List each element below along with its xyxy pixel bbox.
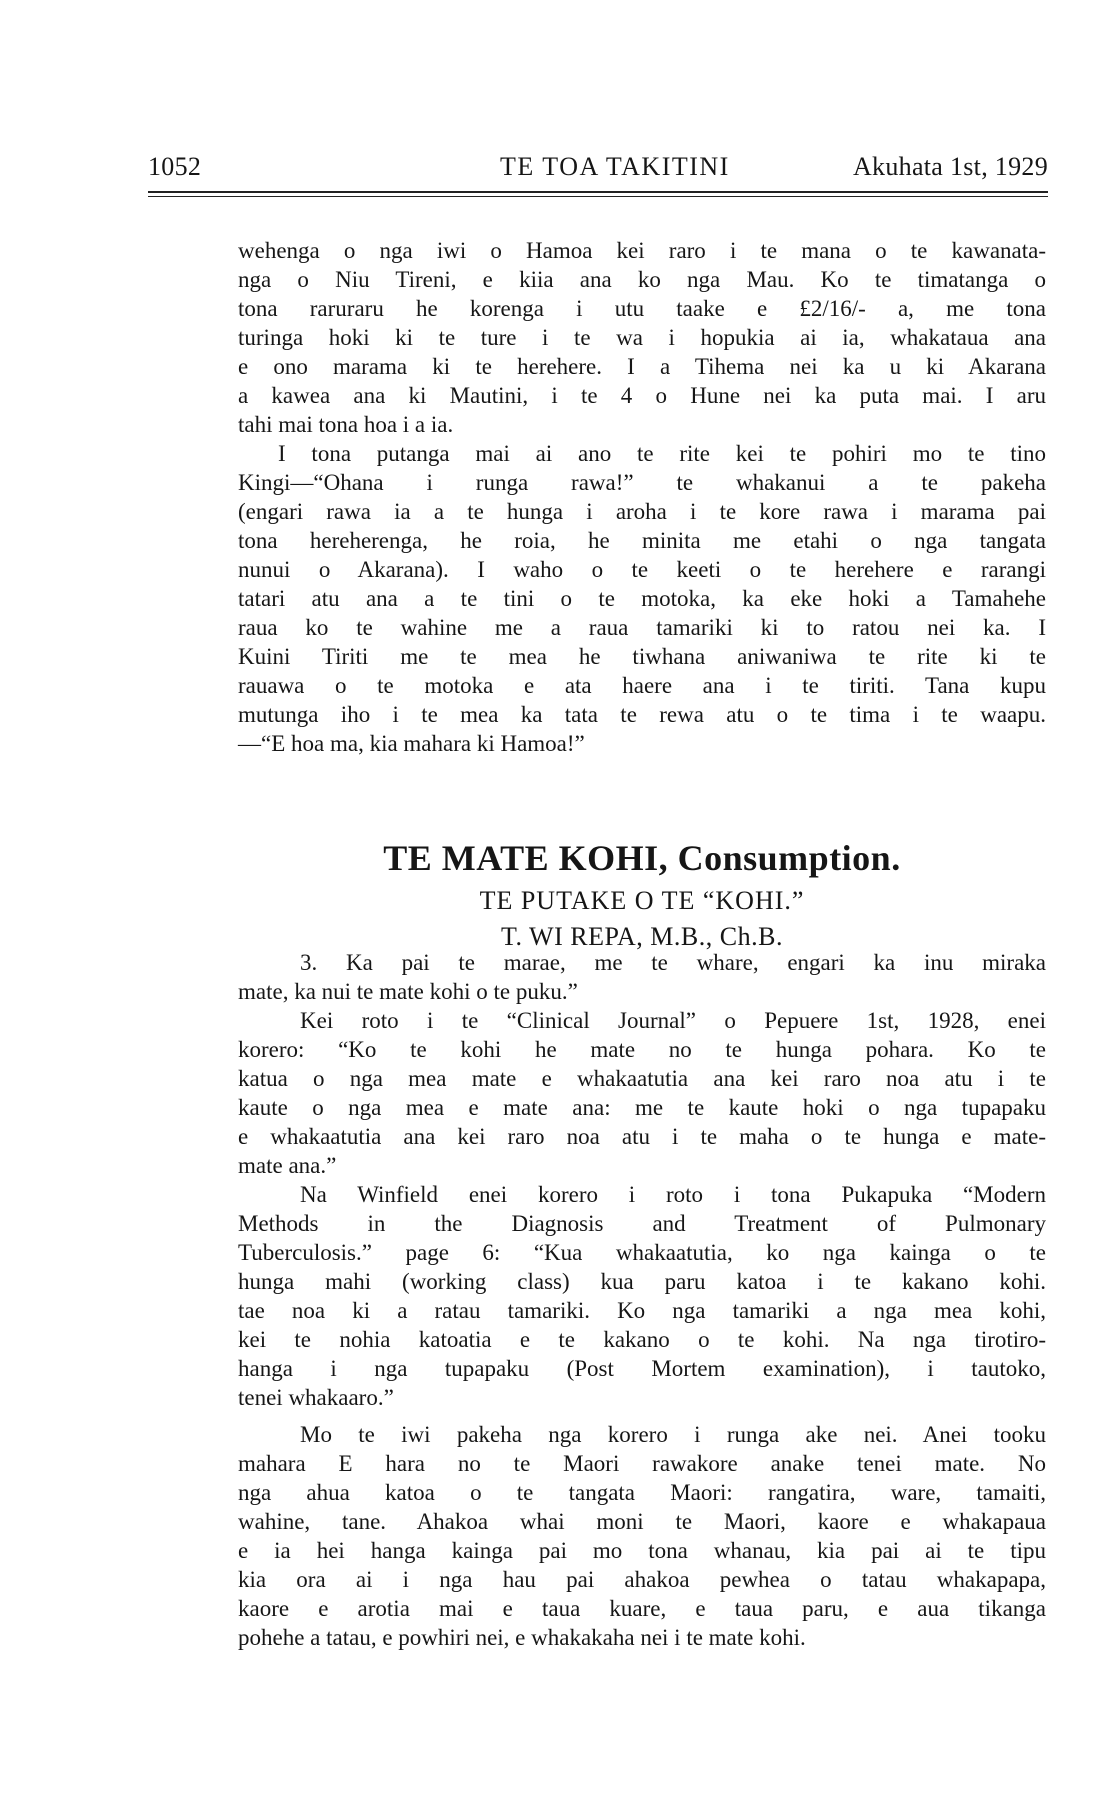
paragraph-clinical-journal xyxy=(238,1006,1046,1180)
text-line: nunui o Akarana). I waho o te keeti o te herehere e rarangi xyxy=(238,557,1046,582)
text-line: (engari rawa ia a te hunga i aroha i te kore rawa i marama pai xyxy=(238,499,1046,524)
text-line: kaore e arotia mai e taua kuare, e taua paru, e aua tikanga xyxy=(238,1596,1046,1621)
text-line: turinga hoki ki te ture i te wa i hopukia ai ia, whakataua ana xyxy=(238,325,1046,350)
text-line: hanga i nga tupapaku (Post Mortem examination), i tautoko, xyxy=(238,1356,1046,1381)
header-rule xyxy=(148,191,1048,193)
text-line: tatari atu ana a te tini o te motoka, ka eke hoki a Tamahehe xyxy=(238,586,1046,611)
text-line: e whakaatutia ana kei raro noa atu i te maha o te hunga e mate- xyxy=(238,1124,1046,1149)
article-title: TE MATE KOHI, Consumption. xyxy=(383,838,901,878)
header-rule-thin xyxy=(148,196,1048,197)
continued-article xyxy=(238,236,1046,758)
paragraph-maori xyxy=(238,1420,1046,1652)
paragraph-gap xyxy=(238,1412,1046,1420)
paragraph-3 xyxy=(238,948,1046,1006)
text-line: nga ahua katoa o te tangata Maori: rangatira, ware, tamaiti, xyxy=(238,1480,1046,1505)
page-number: 1052 xyxy=(148,152,202,181)
article-author: T. WI REPA, M.B., Ch.B. xyxy=(501,922,783,951)
text-line: wahine, tane. Ahakoa whai moni te Maori, kaore e whakapaua xyxy=(238,1509,1046,1534)
issue-date: Akuhata 1st, 1929 xyxy=(852,152,1048,181)
text-line: Kei roto i te “Clinical Journal” o Pepuere 1st, 1928, enei xyxy=(300,1008,1046,1033)
text-line: korero: “Ko te kohi he mate no te hunga pohara. Ko te xyxy=(238,1037,1046,1062)
text-line: —“E hoa ma, kia mahara ki Hamoa!” xyxy=(238,731,585,756)
text-line: tona raruraru he korenga i utu taake e £2/16/- a, me tona xyxy=(238,296,1046,321)
article-body xyxy=(238,948,1046,1652)
text-line: kia ora ai i nga hau pai ahakoa pewhea o tatau whakapapa, xyxy=(238,1567,1046,1592)
paragraph-hamoa-1 xyxy=(238,236,1046,439)
text-line: tenei whakaaro.” xyxy=(238,1385,394,1410)
text-line: tae noa ki a ratau tamariki. Ko nga tamariki a nga mea kohi, xyxy=(238,1298,1046,1323)
text-line: e ia hei hanga kainga pai mo tona whanau, kia pai ai te tipu xyxy=(238,1538,1046,1563)
text-line: I tona putanga mai ai ano te rite kei te pohiri mo te tino xyxy=(278,441,1046,466)
text-line: nga o Niu Tireni, e kiia ana ko nga Mau. Ko te timatanga o xyxy=(238,267,1046,292)
text-line: wehenga o nga iwi o Hamoa kei raro i te mana o te kawanata- xyxy=(238,238,1046,263)
text-line: tahi mai tona hoa i a ia. xyxy=(238,412,454,437)
article-subtitle: TE PUTAKE O TE “KOHI.” xyxy=(479,886,805,915)
text-line: a kawea ana ki Mautini, i te 4 o Hune nei ka puta mai. I aru xyxy=(238,383,1046,408)
text-line: mate, ka nui te mate kohi o te puku.” xyxy=(238,979,578,1004)
text-line: Kuini Tiriti me te mea he tiwhana aniwaniwa te rite ki te xyxy=(238,644,1046,669)
paragraph-hamoa-2 xyxy=(238,439,1046,758)
text-line: hunga mahi (working class) kua paru katoa i te kakano kohi. xyxy=(238,1269,1046,1294)
text-line: mutunga iho i te mea ka tata te rewa atu o te tima i te waapu. xyxy=(238,702,1046,727)
text-line: raua ko te wahine me a raua tamariki ki to ratou nei ka. I xyxy=(238,615,1046,640)
text-line: Methods in the Diagnosis and Treatment of Pulmonary xyxy=(238,1211,1046,1236)
text-line: kaute o nga mea e mate ana: me te kaute hoki o nga tupapaku xyxy=(238,1095,1046,1120)
text-line: Tuberculosis.” page 6: “Kua whakaatutia, ko nga kainga o te xyxy=(238,1240,1046,1265)
paragraph-winfield xyxy=(238,1180,1046,1412)
text-line: mahara E hara no te Maori rawakore anake tenei mate. No xyxy=(238,1451,1046,1476)
text-line: rauawa o te motoka e ata haere ana i te tiriti. Tana kupu xyxy=(238,673,1046,698)
text-line: pohehe a tatau, e powhiri nei, e whakakaha nei i te mate kohi. xyxy=(238,1625,806,1650)
text-line: kei te nohia katoatia e te kakano o te kohi. Na nga tirotiro- xyxy=(238,1327,1046,1352)
running-header xyxy=(148,152,1048,182)
text-line: e ono marama ki te herehere. I a Tihema nei ka u ki Akarana xyxy=(238,354,1046,379)
text-line: mate ana.” xyxy=(238,1153,337,1178)
text-line: 3. Ka pai te marae, me te whare, engari ka inu miraka xyxy=(300,950,1046,975)
text-line: Na Winfield enei korero i roto i tona Pukapuka “Modern xyxy=(300,1182,1046,1207)
publication-title: TE TOA TAKITINI xyxy=(500,152,730,181)
text-line: tona hereherenga, he roia, he minita me etahi o nga tangata xyxy=(238,528,1046,553)
text-line: Mo te iwi pakeha nga korero i runga ake nei. Anei tooku xyxy=(300,1422,1046,1447)
text-line: katua o nga mea mate e whakaatutia ana kei raro noa atu i te xyxy=(238,1066,1046,1091)
article-heading xyxy=(238,835,1046,955)
text-line: Kingi—“Ohana i runga rawa!” te whakanui a te pakeha xyxy=(238,470,1046,495)
